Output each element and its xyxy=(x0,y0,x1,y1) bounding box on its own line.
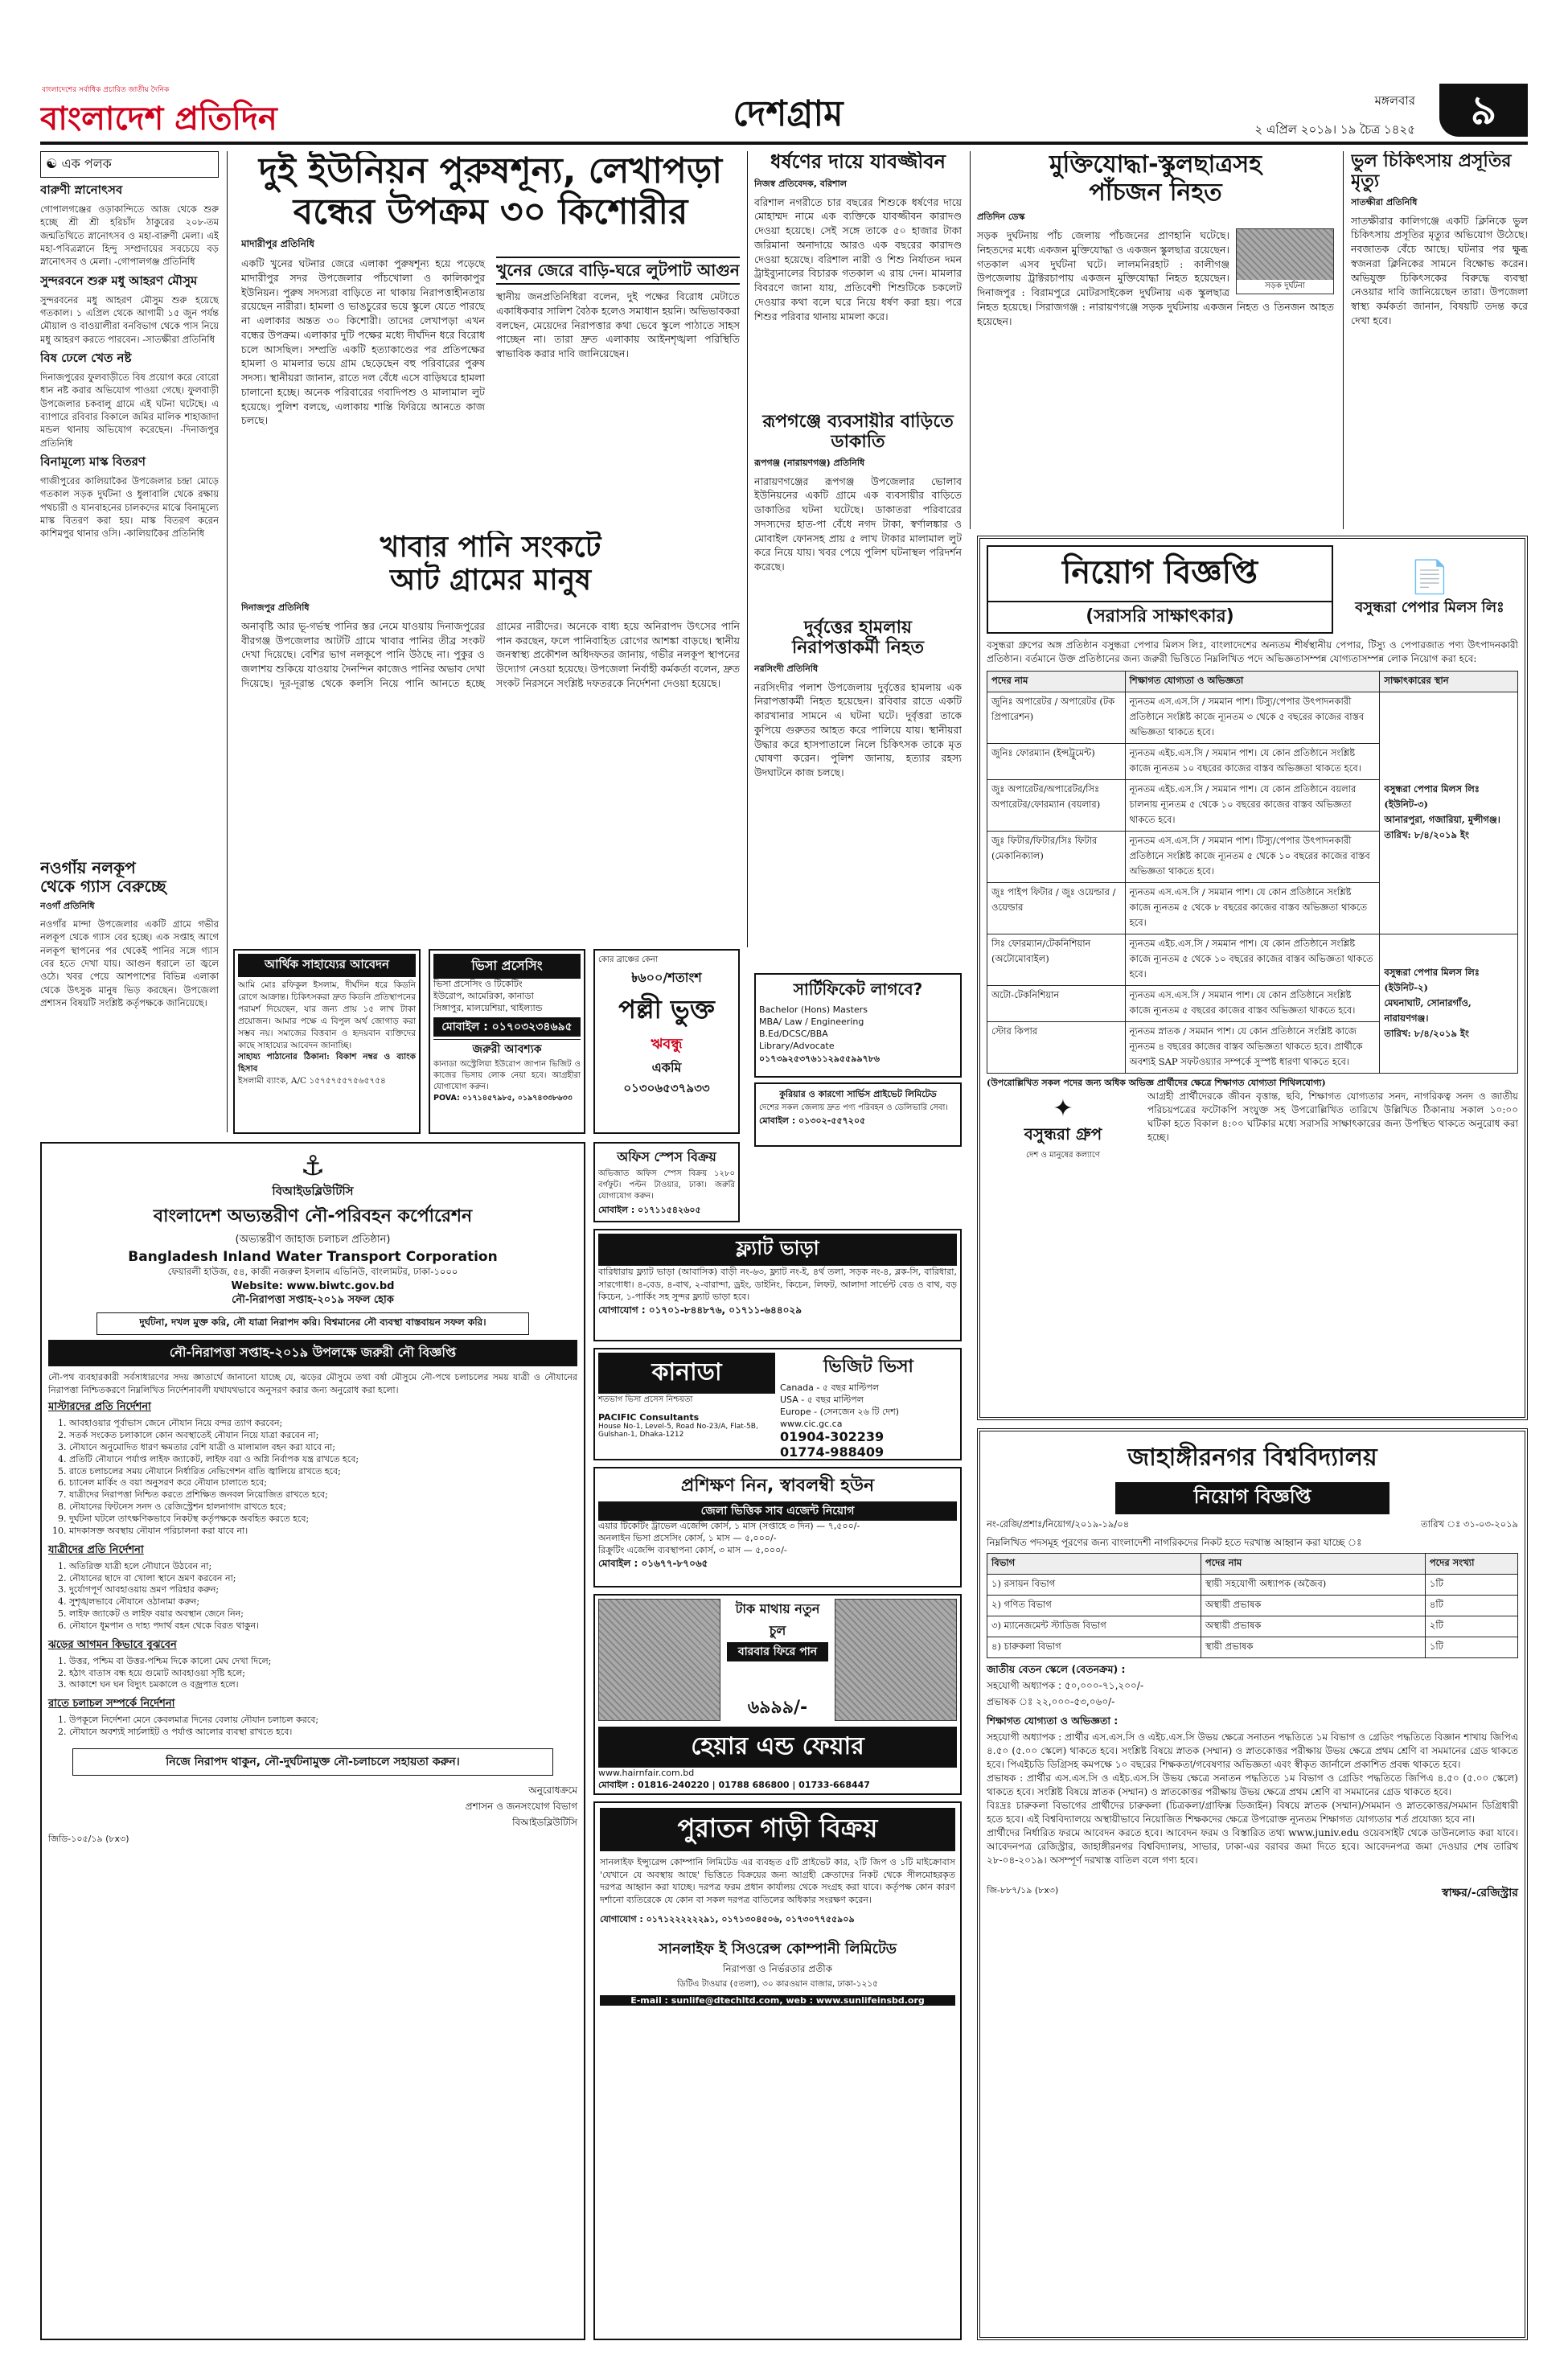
lead-body: একটি খুনের ঘটনার জেরে এলাকা পুরুষশূন্য হয়ে পড়েছে মাদারীপুর সদর উপজেলার পাঁচখোলা ও কালিকাপুর ইউনিয়ন। পুরুষ সদস্যরা বাড়িতে না থাকায় নিরাপত্তাহীনতায় রয়েছেন নারীরা। হামলা ও ভাঙচুরের ভয়ে স্কুলে যেতে পারছে না এলাকার অন্তত ৩০ কিশোরী। তাদের লেখাপড়া এখন বন্ধের উপক্রম। এলাকার দুটি পক্ষের মধ্যে দীর্ঘদিন ধরে বিরোধ চলে আসছিল। সম্প্রতি একটি হত্যাকাণ্ডের পর প্রতিপক্ষের হামলা ও মামলার ভয়ে গ্রাম ছেড়েছেন বহু পরিবারের পুরুষ সদস্য। স্থানীয়রা জানান, রাতে দল বেঁধে এসে বাড়িঘরে হামলা চালানো হচ্ছে। অনেক পরিবারের গবাদিপশু ও মালামাল লুট হয়েছে। পুলিশ বলছে, এলাকায় শান্তি ফিরিয়ে আনতে কাজ চলছে। xyxy=(241,257,485,427)
sidebar-label-text: এক পলক xyxy=(61,156,112,171)
visa-ad xyxy=(429,949,585,1134)
sidebar-item-body: গাজীপুরের কালিয়াকৈর উপজেলার চন্দ্রা মোড়ে গতকাল সড়ক দুর্ঘটনা ও ধুলাবালি থেকে রক্ষায় পথচারী ও যানবাহনের চালকদের মাঝে বিনামূল্যে মাস্ক বিতরণ করা হয়। মাস্ক বিতরণ করেন কাশিমপুর থানার ওসি। -কালিয়াকৈর প্রতিনিধি xyxy=(40,474,219,540)
page-number-badge xyxy=(1439,84,1528,137)
hair-ad xyxy=(593,1594,962,1795)
table-cell-venue: বসুন্ধরা পেপার মিলস লিঃ (ইউনিট-২) মেঘনাঘাট, সোনারগাঁও, নারায়ণগঞ্জ। তারিখ: ৮/৪/২০১৯ ইং xyxy=(1380,934,1518,1074)
masthead-logo: বাংলাদেশ প্রতিদিন xyxy=(40,101,277,135)
hair-phone: মোবাইল : 01816-240220 | 01788 686800 | 01733-668447 xyxy=(598,1780,870,1790)
table-cell-count: ১টি xyxy=(1425,1575,1517,1596)
ju-date: তারিখ ঃ ৩১-০৩-২০১৯ xyxy=(1421,1518,1518,1530)
hair-sub: বারবার ফিরে পান xyxy=(727,1642,828,1661)
table-row xyxy=(987,1637,1518,1658)
biwtc-signer-1: অনুরোধক্রমে xyxy=(528,1784,577,1796)
table-cell-post: স্থায়ী সহযোগী অধ্যাপক (অজৈব) xyxy=(1201,1575,1425,1596)
ju-scale-title: জাতীয় বেতন স্কেলে (বেতনক্রম) : xyxy=(987,1663,1126,1676)
service-phone: মোবাইল : ০১৩০২-৫৫৭২০৫ xyxy=(759,1115,866,1127)
gas-body: নওগাঁর মান্দা উপজেলার একটি গ্রামে গভীর নলকূপ থেকে গ্যাস বের হচ্ছে। এক সপ্তাহ আগে নলকূপ স্থাপনের পর থেকেই পানির সঙ্গে গ্যাস বের হতে দেখা যায়। আগুন ধরালে তা জ্বলে ওঠে। খবর পেয়ে আশপাশের বিভিন্ন এলাকা থেকে উৎসুক মানুষ ভিড় করছেন। উপজেলা প্রশাসন বিষয়টি সংশ্লিষ্ট কর্তৃপক্ষকে জানিয়েছে। xyxy=(40,918,219,1008)
bashundhara-table xyxy=(987,671,1518,1074)
table-header: পদের নাম xyxy=(1201,1554,1425,1575)
accident-story xyxy=(977,151,1334,529)
biwtc-section-storm: ঝড়ের আগমন কিভাবে বুঝবেন xyxy=(48,1638,177,1651)
table-cell-post: সিঃ ফোরম্যান/টেকনিশিয়ান (অটোমোবাইল) xyxy=(987,934,1126,986)
car-email: E-mail : sunlife@dtechltd.com, web : www.sunlifeinsbd.org xyxy=(600,1995,955,2006)
list-item: 1. আবহাওয়ার পূর্বাভাস জেনে নৌযান নিয়ে বন্দর ত্যাগ করবেন; xyxy=(69,1418,577,1430)
list-item: 4. প্রতিটি নৌযানে পর্যাপ্ত লাইফ জ্যাকেট, লাইফ বয়া ও অগ্নি নির্বাপক যন্ত্র রাখতে হবে; xyxy=(69,1454,577,1466)
ju-scale: প্রভাষক ঃ ২২,০০০-৫৩,০৬০/- xyxy=(987,1696,1115,1708)
biwtc-passenger-list xyxy=(48,1561,577,1633)
masthead-rule xyxy=(40,142,1528,145)
table-header-row xyxy=(987,672,1518,692)
bashundhara-note: (উপরোল্লিখিত সকল পদের জন্য অধিক অভিজ্ঞ প্রার্থীদের ক্ষেত্রে শিক্ষাগত যোগ্যতা শিথিলযোগ্য) xyxy=(987,1078,1326,1089)
malpractice-headline: ভুল চিকিৎসায় প্রসূতির মৃত্যু xyxy=(1351,151,1512,192)
ju-para: প্রভাষক : প্রার্থীর এস.এস.সি ও এইচ.এস.সি উভয় ক্ষেত্রে সনাতন পদ্ধতিতে ১ম বিভাগ ও গ্রেডিং পদ্ধতিতে জিপিএ ৪.৫০ (৫.০০ স্কেলে) থাকতে হবে। সংশ্লিষ্ট বিষয়ে স্নাতক (সম্মান) ও স্নাতকোত্তর পরীক্ষায় উভয় ক্ষেত্রে প্রথম শ্রেণি বা সমমানের গ্রেড থাকতে হবে। xyxy=(987,1772,1518,1798)
list-item: 7. যাত্রীদের নিরাপত্তা নিশ্চিত করতে প্রশিক্ষিত জনবল নিয়োজিত রাখতে হবে; xyxy=(69,1489,577,1501)
attack-headline-2: নিরাপত্তাকর্মী নিহত xyxy=(791,638,924,659)
malpractice-body: সাতক্ষীরার কালিগঞ্জে একটি ক্লিনিকে ভুল চিকিৎসায় প্রসূতির মৃত্যুর অভিযোগ উঠেছে। নবজাতক বেঁচে আছে। ঘটনার পর ক্ষুব্ধ স্বজনরা ক্লিনিকের সামনে বিক্ষোভ করেন। অভিযুক্ত চিকিৎসকের বিরুদ্ধে ব্যবস্থা নেওয়ার দাবি জানিয়েছেন তারা। উপজেলা স্বাস্থ্য কর্মকর্তা জানান, বিষয়টি তদন্ত করে দেখা হবে। xyxy=(1351,214,1528,327)
table-row xyxy=(987,1596,1518,1616)
biwtc-notice xyxy=(40,1142,585,2340)
canada-sub: শতভাগ ভিসা প্রসেস নিশ্চয়তা xyxy=(598,1395,693,1404)
lead-headline-1: দুই ইউনিয়ন পুরুষশূন্য, লেখাপড়া xyxy=(258,151,723,191)
biwtc-storm-list xyxy=(48,1656,577,1692)
ju-ad xyxy=(977,1428,1528,2340)
bashundhara-ad xyxy=(977,536,1528,1420)
aid-notice xyxy=(233,949,421,1134)
malpractice-byline: সাতক্ষীরা প্রতিনিধি xyxy=(1351,196,1418,207)
biwtc-signer-2: প্রশাসন ও জনসংযোগ বিভাগ xyxy=(465,1800,577,1812)
biwtc-sub: (অভ্যন্তরীণ জাহাজ চলাচল প্রতিষ্ঠান) xyxy=(235,1234,391,1246)
car-title: পুরাতন গাড়ী বিক্রয় xyxy=(600,1808,955,1851)
visa-ad-line: সিঙ্গাপুর, মালয়েশিয়া, থাইল্যান্ড xyxy=(433,1002,543,1013)
table-header: পদের সংখ্যা xyxy=(1425,1554,1517,1575)
page-section-title: দেশগ্রাম xyxy=(733,93,844,134)
car-motto: নিরাপত্তা ও নির্ভরতার প্রতীক xyxy=(722,1963,833,1975)
robbery-headline: রূপগঞ্জে ব্যবসায়ীর বাড়িতে ডাকাতি xyxy=(762,412,954,453)
urgent-body: কানাডা অস্ট্রেলিয়া ইউরোপ জাপান ভিজিট ও কাজের ভিসায় লোক নেয়া হবে। আগ্রহীরা যোগাযোগ করুন। xyxy=(433,1059,581,1091)
list-item: 1. উত্তর, পশ্চিম বা উত্তর-পশ্চিম দিকে কালো মেঘ দেখা দিলে; xyxy=(69,1656,577,1668)
office-title: অফিস স্পেস বিক্রয় xyxy=(617,1149,716,1164)
training-title: প্রশিক্ষণ নিন, স্বাবলম্বী হউন xyxy=(680,1476,875,1496)
biwtc-name-en: Bangladesh Inland Water Transport Corporation xyxy=(128,1249,498,1265)
office-ad xyxy=(593,1142,740,1222)
hair-before-photo xyxy=(598,1599,720,1721)
table-cell-post: অস্থায়ী প্রভাষক xyxy=(1201,1596,1425,1616)
palli-top: কোর ব্রাঞ্চের কেনা xyxy=(598,955,659,964)
hair-brand: হেয়ার এন্ড ফেয়ার xyxy=(598,1727,957,1768)
robbery-story xyxy=(754,412,962,613)
gas-headline-2: থেকে গ্যাস বেরুচ্ছে xyxy=(40,877,166,896)
list-item: 5. লাইফ জ্যাকেট ও লাইফ বয়ার অবস্থান জেনে নিন; xyxy=(69,1608,577,1620)
ju-ref: নং-রেজি/প্রশাঃ/নিয়োগ/২০১৯-১৯/০৪ xyxy=(987,1518,1130,1530)
urgent-title: জরুরী আবশ্যক xyxy=(433,1039,581,1059)
canada-website[interactable]: www.cic.gc.ca xyxy=(780,1418,843,1429)
table-cell-post: জুঃ পাইপ ফিটার / জুঃ ওয়েল্ডার / ওয়েল্ডার xyxy=(987,883,1126,934)
bashundhara-paper-icon: 📄 xyxy=(1410,559,1450,596)
car-contact: যোগাযোগ : ০১৭১২২২২২২৯১, ০১৭১৩০৪৫০৬, ০১৭৩০৭৭৫৫৯০৯ xyxy=(600,1914,855,1925)
attack-headline-1: দুর্বৃত্তের হামলায় xyxy=(803,618,913,638)
table-cell-post: স্থায়ী প্রভাষক xyxy=(1201,1637,1425,1658)
canada-phone: 01904-302239 xyxy=(780,1428,885,1444)
visa-ad-line: ভিসা প্রসেসিং ও টিকেটিং xyxy=(433,979,523,989)
table-cell-post: জুঃ অপারেটর/অপারেটর/সিঃ অপারেটর/ফোরম্যান (বয়লার) xyxy=(987,780,1126,832)
bashundhara-group-tag: দেশ ও মানুষের কল্যাণে xyxy=(1026,1150,1100,1160)
palli-phone: ০১৩০৬৫৩৭৯৩৩ xyxy=(623,1081,710,1095)
table-cell-post: স্টোর কিপার xyxy=(987,1022,1126,1074)
accident-headline-1: মুক্তিযোদ্ধা-স্কুলছাত্রসহ xyxy=(1049,151,1262,179)
ju-title: নিয়োগ বিজ্ঞপ্তি xyxy=(1115,1482,1389,1514)
column-divider xyxy=(970,151,971,529)
water-body: অনাবৃষ্টি আর ভূ-গর্ভস্থ পানির স্তর নেমে যাওয়ায় দিনাজপুরের বীরগঞ্জ উপজেলার আটটি গ্রামে খাবার পানির তীব্র সংকট দেখা দিয়েছে। বেশির ভাগ নলকূপে পানি উঠছে না। পুকুর ও জলাশয় শুকিয়ে যাওয়ায় দৈনন্দিন কাজেও পানির অভাব দেখা দিয়েছে। দূর-দূরান্ত থেকে কলসি নিয়ে পানি আনতে হচ্ছে গ্রামের নারীদের। অনেকে বাধ্য হয়ে অনিরাপদ উৎসের পানি পান করছেন, ফলে পানিবাহিত রোগের আশঙ্কা বাড়ছে। স্থানীয় জনস্বাস্থ্য প্রকৌশল অধিদফতর জানায়, গভীর নলকূপ স্থাপনের উদ্যোগ নেওয়া হয়েছে। উপজেলা নির্বাহী কর্মকর্তা বলেন, দ্রুত সংকট নিরসনে সংশ্লিষ্ট দফতরকে নির্দেশনা দেওয়া হয়েছে। xyxy=(241,619,740,689)
biwtc-ref: জিডি-১০৫/১৯ (৮x৩) xyxy=(48,1833,129,1844)
visa-ad-line: ইউরোপ, আমেরিকা, কানাডা xyxy=(433,990,534,1001)
certificate-line: Library/Advocate xyxy=(759,1040,835,1051)
table-cell-req: ন্যূনতম এইচ.এস.সি / সমমান পাশ। যে কোন প্রতিষ্ঠানে সংশ্লিষ্ট কাজে ন্যূনতম ৫ থেকে ১০ বছরের কাজের বাস্তব অভিজ্ঞতা থাকতে হবে। xyxy=(1125,934,1380,986)
biwtc-address: ফেয়ারলী হাউজ, ৫৪, কাজী নজরুল ইসলাম এভিনিউ, বাংলামটর, ঢাকা-১০০০ xyxy=(167,1266,458,1277)
list-item: 3. আকাশে ঘন ঘন বিদ্যুৎ চমকালে ও বজ্রপাত হলে। xyxy=(69,1679,577,1691)
palli-logo: ঋবন্ধু xyxy=(651,1036,683,1053)
training-phone: মোবাইল : ০১৬৭৭-৮৭০৬৫ xyxy=(598,1557,708,1569)
accident-byline: প্রতিদিন ডেস্ক xyxy=(977,212,1025,222)
table-cell-post: জুঃ ফিটার/ফিটার/সিঃ ফিটার (মেকানিক্যাল) xyxy=(987,832,1126,883)
eye-icon: ☯ xyxy=(46,156,58,171)
flat-title: ফ্ল্যাট ভাড়া xyxy=(598,1234,957,1266)
lead-pull-quote: খুনের জেরে বাড়ি-ঘরে লুটপাট আগুন xyxy=(496,257,740,285)
table-row xyxy=(987,692,1518,744)
ju-table xyxy=(987,1553,1518,1658)
table-cell-req: ন্যূনতম এস.এস.সি / সমমান পাশ। টিস্যু/পেপার উৎপাদনকারী প্রতিষ্ঠানে সংশ্লিষ্ট কাজে ন্যূনতম ৫ থেকে ১০ বছরের কাজের বাস্তব অভিজ্ঞতা থাকতে হবে। xyxy=(1125,832,1380,883)
bashundhara-company: বসুন্ধরা পেপার মিলস লিঃ xyxy=(1355,599,1504,616)
certificate-line: Bachelor (Hons) Masters xyxy=(759,1004,868,1015)
palli-name: পল্লী ভুক্ত xyxy=(618,994,715,1025)
table-header: পদের নাম xyxy=(987,672,1126,692)
training-line: রিক্রুটিং এজেন্সি ব্যবস্থাপনা কোর্স, ৩ মাস — ৫,০০০/- xyxy=(598,1544,787,1555)
attack-body: নরসিংদীর পলাশ উপজেলায় দুর্বৃত্তের হামলায় এক নিরাপত্তাকর্মী নিহত হয়েছেন। রবিবার রাতে একটি কারখানার সামনে এ ঘটনা ঘটে। দুর্বৃত্তরা তাকে কুপিয়ে গুরুতর আহত করে পালিয়ে যায়। স্থানীয়রা উদ্ধার করে হাসপাতালে নিলে চিকিৎসক তাকে মৃত ঘোষণা করেন। পুলিশ জানায়, হত্যার রহস্য উদঘাটনে কাজ চলছে। xyxy=(754,680,962,779)
list-item: 6. নৌযানে ধূমপান ও দাহ্য পদার্থ বহন থেকে বিরত থাকুন। xyxy=(69,1620,577,1633)
list-item: 6. চ্যানেল মার্কিং ও বয়া অনুসরণ করে নৌযান চালাতে হবে; xyxy=(69,1477,577,1489)
masthead xyxy=(0,0,1568,145)
canada-phone: 01774-988409 xyxy=(780,1444,885,1460)
sidebar-item xyxy=(40,181,219,269)
canada-row: Canada - ৫ বছর মাল্টিপল xyxy=(780,1382,880,1393)
biwtc-slogan-1: নৌ-নিরাপত্তা সপ্তাহ-২০১৯ সফল হোক xyxy=(232,1294,394,1306)
palli-ad xyxy=(593,949,740,1134)
canada-address: House No-1, Level-5, Road No-23/A, Flat-5B, Gulshan-1, Dhaka-1212 xyxy=(598,1423,758,1439)
ju-qual-title: শিক্ষাগত যোগ্যতা ও অভিজ্ঞতা : xyxy=(987,1715,1119,1727)
table-cell-post: অস্থায়ী প্রভাষক xyxy=(1201,1616,1425,1637)
car-address: ডিটিএ টাওয়ার (৫তলা), ৩০ কারওয়ান বাজার, ঢাকা-১২১৫ xyxy=(677,1979,878,1990)
table-header: বিভাগ xyxy=(987,1554,1201,1575)
table-cell-count: ২টি xyxy=(1425,1616,1517,1637)
robbery-body: নারায়ণগঞ্জের রূপগঞ্জ উপজেলার ভোলাব ইউনিয়নের একটি গ্রামে এক ব্যবসায়ীর বাড়িতে ডাকাতির ঘটনা ঘটেছে। ডাকাতরা পরিবারের সদস্যদের হাত-পা বেঁধে নগদ টাকা, স্বর্ণালঙ্কার ও মোবাইল ফোনসহ প্রায় ৫ লাখ টাকার মালামাল লুট করে নিয়ে যায়। খবর পেয়ে পুলিশ ঘটনাস্থল পরিদর্শন করেছে। xyxy=(754,474,962,573)
list-item: 3. দুর্যোগপূর্ণ আবহাওয়ায় ভ্রমণ পরিহার করুন; xyxy=(69,1584,577,1596)
biwtc-intro: নৌ-পথ ব্যবহারকারী সর্বসাধারণের সদয় জ্ঞাতার্থে জানানো যাচ্ছে যে, ঝড়ের মৌসুমে তথা বর্ষা মৌসুমে নৌ-পথে চলাচলের সময় যাত্রী ও নৌযানের নিরাপত্তা নিশ্চিতকরণে নিম্নলিখিত নির্দেশনাবলী যথাযথভাবে অনুসরণ করার জন্য অনুরোধ করা হলো। xyxy=(48,1372,577,1395)
table-header: শিক্ষাগত যোগ্যতা ও অভিজ্ঞতা xyxy=(1125,672,1380,692)
biwtc-signer-3: বিআইডব্লিউটিসি xyxy=(512,1816,577,1828)
masthead-weekday: মঙ্গলবার xyxy=(1374,93,1415,108)
table-row xyxy=(987,1616,1518,1637)
table-cell-post: জুনিঃ অপারেটর / অপারেটর (টক প্রিপারেশন) xyxy=(987,692,1126,744)
biwtc-section-passengers: যাত্রীদের প্রতি নির্দেশনা xyxy=(48,1543,144,1556)
rape-body: বরিশাল নগরীতে চার বছরের শিশুকে ধর্ষণের দায়ে মোহাম্মদ নামে এক ব্যক্তিকে যাবজ্জীবন কারাদণ্ড দেওয়া হয়েছে। সেই সঙ্গে তাকে ৫০ হাজার টাকা জরিমানা অনাদায়ে আরও এক বছরের কারাদণ্ড দেওয়া হয়েছে। বরিশাল নারী ও শিশু নির্যাতন দমন ট্রাইব্যুনালের বিচারক গতকাল এ রায় দেন। মামলার বিবরণে জানা যায়, প্রতিবেশী শিশুটিকে চকলেট দেওয়ার কথা বলে ঘরে নিয়ে ধর্ষণ করা হয়। পরে শিশুর পরিবার থানায় মামলা করে। xyxy=(754,195,962,322)
ju-university: জাহাঙ্গীরনগর বিশ্ববিদ্যালয় xyxy=(1127,1444,1377,1472)
sidebar-item-title: সুন্দরবনে শুরু মধু আহরণ মৌসুম xyxy=(40,273,198,288)
gas-story xyxy=(40,859,219,1036)
bashundhara-intro: বসুন্ধরা গ্রুপের অঙ্গ প্রতিষ্ঠান বসুন্ধরা পেপার মিলস লিঃ, বাংলাদেশের অন্যতম শীর্ষস্থানীয় পেপার, টিস্যু ও পেপারজাত পণ্য উৎপাদনকারী প্রতিষ্ঠান। বর্তমানে উক্ত প্রতিষ্ঠানের জন্য জরুরী ভিত্তিতে নিম্নলিখিত পদে অভিজ্ঞতাসম্পন্ন যোগ্যতাসম্পন্ন লোক নিয়োগ করা হবে: xyxy=(987,639,1518,665)
table-cell-post: জুনিঃ ফোরম্যান (ইন্সট্রুমেন্ট) xyxy=(987,744,1126,780)
water-headline-2: আট গ্রামের মানুষ xyxy=(389,564,592,598)
training-sub: জেলা ভিত্তিক সাব এজেন্ট নিয়োগ xyxy=(598,1501,957,1521)
visa-ad-title: ভিসা প্রসেসিং xyxy=(433,954,581,979)
table-cell-count: ১টি xyxy=(1425,1637,1517,1658)
aid-bank: ইসলামী ব্যাংক, A/C ১৫৭৫৭৫৫৭৫৬৫৭৫৪ xyxy=(238,1076,386,1086)
table-header: সাক্ষাৎকারের স্থান xyxy=(1380,672,1518,692)
sidebar-item xyxy=(40,349,219,450)
certificate-line: B.Ed/DCSC/BBA xyxy=(759,1028,828,1039)
table-cell-dept: ৪) চারুকলা বিভাগ xyxy=(987,1637,1201,1658)
attack-story xyxy=(754,618,962,971)
water-headline-1: খাবার পানি সংকটে xyxy=(380,531,601,564)
bashundhara-title: নিয়োগ বিজ্ঞপ্তি xyxy=(987,545,1333,602)
aid-body: আমি মোঃ রফিকুল ইসলাম, দীর্ঘদিন ধরে কিডনি রোগে আক্রান্ত। চিকিৎসকরা দ্রুত কিডনি প্রতিস্থাপনের পরামর্শ দিয়েছেন, যার জন্য প্রায় ১৫ লাখ টাকা প্রয়োজন। আমার পক্ষে এ বিপুল অর্থ জোগাড় করা সম্ভব নয়। সমাজের বিত্তবান ও হৃদয়বান ব্যক্তিদের কাছে সাহায্যের আবেদন জানাচ্ছি। xyxy=(238,980,416,1050)
list-item: 3. নৌযানে অনুমোদিত ধারণ ক্ষমতার বেশি যাত্রী ও মালামাল বহন করা যাবে না; xyxy=(69,1442,577,1454)
table-cell-dept: ১) রসায়ন বিভাগ xyxy=(987,1575,1201,1596)
accident-body: সড়ক দুর্ঘটনায় পাঁচ জেলায় পাঁচজনের প্রাণহানি ঘটেছে। নিহতদের মধ্যে একজন মুক্তিযোদ্ধা ও একজন স্কুলছাত্র রয়েছেন। গতকাল এসব দুর্ঘটনা ঘটে। লালমনিরহাট : কালীগঞ্জ উপজেলায় ট্রাক্টরচাপায় একজন মুক্তিযোদ্ধা নিহত হয়েছেন। দিনাজপুর : বিরামপুরে মোটরসাইকেল দুর্ঘটনায় এক স্কুলছাত্র নিহত হয়েছে। সিরাজগঞ্জ : নারায়ণগঞ্জে সড়ক দুর্ঘটনায় একজন নিহত ও তিনজন আহত হয়েছেন। xyxy=(977,229,1334,327)
table-cell-dept: ২) গণিত বিভাগ xyxy=(987,1596,1201,1616)
accident-photo xyxy=(1236,228,1334,294)
service-ad xyxy=(754,1082,962,1147)
biwtc-master-list xyxy=(48,1418,577,1537)
canada-row: USA - ৫ বছর মাল্টিপল xyxy=(780,1394,864,1405)
lead-body-2: স্থানীয় জনপ্রতিনিধিরা বলেন, দুই পক্ষের বিরোধ মেটাতে একাধিকবার সালিশ বৈঠক হলেও সমাধান হয়নি। অভিভাবকরা বলছেন, মেয়েদের নিরাপত্তার কথা ভেবে স্কুলে পাঠাতে সাহস পাচ্ছেন না। তারা দ্রুত এলাকায় আইনশৃঙ্খলা পরিস্থিতি স্বাভাবিক করার দাবি জানিয়েছেন। xyxy=(496,290,740,360)
biwtc-name-bn: বাংলাদেশ অভ্যন্তরীণ নৌ-পরিবহন কর্পোরেশন xyxy=(153,1206,473,1226)
sidebar-item xyxy=(40,453,219,540)
list-item: 4. সুশৃঙ্খলভাবে নৌযানে ওঠানামা করুন; xyxy=(69,1596,577,1608)
canada-logo: কানাডা xyxy=(598,1353,775,1394)
sidebar-item-body: সুন্দরবনের মধু আহরণ মৌসুম শুরু হয়েছে গতকাল। ১ এপ্রিল থেকে আগামী ১৫ জুন পর্যন্ত মৌয়াল ও বাওয়ালীরা বনবিভাগ থেকে পাস নিয়ে মধু আহরণ করতে পারবেন। -সাতক্ষীরা প্রতিনিধি xyxy=(40,294,219,345)
ju-para: বিঃদ্রঃ চারুকলা বিভাগের প্রার্থীদের চারুকলা (চিত্রকলা/গ্রাফিক্স ডিজাইন) বিষয়ে স্নাতক (সম্মান)/সমমান ও স্নাতকোত্তর/সমমান ডিগ্রিধারী হতে হবে। এই বিশ্ববিদ্যালয়ে অস্থায়ীভাবে নিয়োজিত শিক্ষকদের ক্ষেত্রে উপরোক্ত ন্যূনতম শিক্ষাগত যোগ্যতার শর্ত প্রযোজ্য হবে না। xyxy=(987,1800,1518,1826)
list-item: 2. হঠাৎ বাতাস বন্ধ হয়ে গুমোট আবহাওয়া সৃষ্টি হলে; xyxy=(69,1668,577,1680)
biwtc-section-masters: মাস্টারদের প্রতি নির্দেশনা xyxy=(48,1401,151,1414)
lead-byline: মাদারীপুর প্রতিনিধি xyxy=(241,238,315,250)
table-row xyxy=(987,1575,1518,1596)
sidebar-item-title: বিনামূল্যে মাস্ক বিতরণ xyxy=(40,454,146,469)
certificate-ad xyxy=(754,973,962,1078)
urgent-phone: POVA: ০১৭১৪৫৭৯৮৫, ০১৯৭৪৩৩৮৬৩৩ xyxy=(433,1094,573,1103)
column-divider xyxy=(1343,151,1344,529)
column-divider xyxy=(227,151,228,1132)
biwtc-notice-title: নৌ-নিরাপত্তা সপ্তাহ-২০১৯ উপলক্ষে জরুরী নৌ বিজ্ঞপ্তি xyxy=(48,1340,577,1366)
accident-headline-2: পাঁচজন নিহত xyxy=(1089,178,1222,207)
service-title: কুরিয়ার ও কারগো সার্ভিস প্রাইভেট লিমিটেড xyxy=(779,1089,937,1099)
ju-ref-code: জি-৮৮৭/১৯ (৮x৩) xyxy=(987,1885,1059,1896)
table-cell-req: ন্যূনতম স্নাতক / সমমান পাশ। যে কোন প্রতিষ্ঠানে সংশ্লিষ্ট কাজে ন্যূনতম ৪ বছরের কাজের বাস্তব অভিজ্ঞতা থাকতে হবে। প্রার্থীকে অবশ্যই SAP সফটওয়্যার সম্পর্কে সুস্পষ্ট ধারণা থাকতে হবে। xyxy=(1125,1022,1380,1074)
aid-account: সাহায্য পাঠানোর ঠিকানা: বিকাশ নম্বর ও ব্যাংক হিসাব xyxy=(238,1052,416,1074)
list-item: 2. নৌযানে অবশ্যই সার্চলাইট ও পর্যাপ্ত আলোর ব্যবস্থা রাখতে হবে। xyxy=(69,1727,577,1739)
table-cell-dept: ৩) ম্যানেজমেন্ট স্টাডিজ বিভাগ xyxy=(987,1616,1201,1637)
list-item: 8. নৌযানের ফিটনেস সনদ ও রেজিস্ট্রেশন হালনাগাদ রাখতে হবে; xyxy=(69,1501,577,1514)
biwtc-closing: নিজে নিরাপদ থাকুন, নৌ-দুর্ঘটনামুক্ত নৌ-চলাচলে সহায়তা করুন। xyxy=(72,1748,553,1776)
robbery-byline: রূপগঞ্জ (নারায়ণগঞ্জ) প্রতিনিধি xyxy=(754,457,865,468)
table-cell-req: ন্যূনতম এস.এস.সি / সমমান পাশ। যে কোন প্রতিষ্ঠানে সংশ্লিষ্ট কাজে ন্যূনতম ৫ বছরের কাজের বাস্তব অভিজ্ঞতা থাকতে হবে। xyxy=(1125,986,1380,1022)
ju-para: সহযোগী অধ্যাপক : প্রার্থীর এস.এস.সি ও এইচ.এস.সি উভয় ক্ষেত্রে সনাতন পদ্ধতিতে ১ম বিভাগ ও গ্রেডিং পদ্ধতিতে বিজ্ঞান শাখায় জিপিএ ৪.৫০ (৫.০০ স্কেলে) থাকতে হবে। সংশ্লিষ্ট বিষয়ে স্নাতক (সম্মান) ও স্নাতকোত্তর পরীক্ষায় উভয় ক্ষেত্রে প্রথম শ্রেণি বা সমমানের গ্রেড থাকতে হবে। পিএইচডি ডিগ্রিসহ কমপক্ষে ১০ বছরের শিক্ষকতা/গবেষণার অভিজ্ঞতা এবং স্বীকৃত জার্নালে প্রকাশিত প্রবন্ধ থাকতে হবে। xyxy=(987,1731,1518,1771)
table-cell-req: ন্যূনতম এইচ.এস.সি / সমমান পাশ। যে কোন প্রতিষ্ঠানে বয়লার চালনায় ন্যূনতম ৫ থেকে ১০ বছরের কাজের বাস্তব অভিজ্ঞতা থাকতে হবে। xyxy=(1125,780,1380,832)
car-body: সানলাইফ ইন্স্যুরেন্স কোম্পানি লিমিটেড এর ব্যবহৃত ৫টি প্রাইভেট কার, ২টি জিপ ও ১টি মাইক্রোবাস 'যেখানে যে অবস্থায় আছে' ভিত্তিতে বিক্রয়ের জন্য আগ্রহী ক্রেতাদের নিকট থেকে সীলমোহরকৃত দরপত্র আহ্বান করা যাচ্ছে। দরপত্র ফরম প্রধান কার্যালয় থেকে সংগ্রহ করা যাবে। কর্তৃপক্ষ কোন কারণ দর্শানো ব্যতিরেকে যে কোন বা সকল দরপত্র বাতিলের অধিকার সংরক্ষণ করেন। xyxy=(600,1857,955,1905)
ju-para: প্রার্থীদের নির্ধারিত ফরমে আবেদন করতে হবে। আবেদন ফরম ও বিস্তারিত তথ্য www.juniv.edu ওয়েবসাইট থেকে ডাউনলোড করা যাবে। আবেদনপত্র রেজিস্ট্রার, জাহাঙ্গীরনগর বিশ্ববিদ্যালয়, সাভার, ঢাকা-এর বরাবর জমা দিতে হবে। আবেদনপত্র জমা দেওয়ার শেষ তারিখ ২৮-০৪-২০১৯। অসম্পূর্ণ দরখাস্ত বাতিল বলে গণ্য হবে। xyxy=(987,1827,1518,1867)
ju-signature: স্বাক্ষর/-রেজিস্ট্রার xyxy=(1442,1887,1518,1900)
ju-intro: নিম্নলিখিত পদসমূহ পূরণের জন্য বাংলাদেশী নাগরিকদের নিকট হতে দরখাস্ত আহ্বান করা যাচ্ছে ঃ xyxy=(987,1537,1362,1548)
office-body: অভিজাত অফিস স্পেস বিক্রয় ১২৮০ বর্গফুট। পল্টন টাওয়ার, ঢাকা। জরুরি যোগাযোগ করুন। xyxy=(598,1169,735,1201)
table-cell-req: ন্যূনতম এইচ.এস.সি / সমমান পাশ। যে কোন প্রতিষ্ঠানে সংশ্লিষ্ট কাজে ন্যূনতম ১০ বছরের কাজের বাস্তব অভিজ্ঞতা থাকতে হবে। xyxy=(1125,744,1380,780)
malpractice-story xyxy=(1351,151,1528,529)
lead-headline-2: বন্ধের উপক্রম ৩০ কিশোরীর xyxy=(293,191,688,232)
rape-byline: নিজস্ব প্রতিবেদক, বরিশাল xyxy=(754,178,847,189)
accident-photo-caption: সড়ক দুর্ঘটনা xyxy=(1237,280,1333,294)
water-story xyxy=(241,531,740,937)
list-item: 2. নৌযানের ছাদে বা খোলা স্থানে ভ্রমণ করবেন না; xyxy=(69,1573,577,1585)
ju-scale: সহযোগী অধ্যাপক : ৫০,০০০-৭১,২০০/- xyxy=(987,1680,1144,1692)
palli-price: ৳৬০০/শতাংশ xyxy=(631,970,702,985)
list-item: 2. সতর্ক সংকেত চলাকালে কোন অবস্থাতেই নৌযান নিয়ে যাত্রা করবেন না; xyxy=(69,1430,577,1442)
list-item: 9. দুর্ঘটনা ঘটলে তাৎক্ষণিকভাবে নিকটস্থ কর্তৃপক্ষকে অবহিত করতে হবে; xyxy=(69,1514,577,1526)
certificate-line: MBA/ Law / Engineering xyxy=(759,1016,864,1027)
list-item: 1. উপকূলে নির্দেশনা মেনে কেবলমাত্র দিনের বেলায় নৌযান চলাচল করবে; xyxy=(69,1715,577,1727)
table-cell-venue: বসুন্ধরা পেপার মিলস লিঃ (ইউনিট-৩) আনারপুরা, গজারিয়া, মুন্সীগঞ্জ। তারিখ: ৮/৪/২০১৯ ইং xyxy=(1380,692,1518,934)
canada-row: Europe - (সেনজেন ২৬ টি দেশ) xyxy=(780,1406,900,1417)
sidebar-label xyxy=(40,151,219,178)
certificate-title: সার্টিফিকেট লাগবে? xyxy=(793,980,923,999)
water-byline: দিনাজপুর প্রতিনিধি xyxy=(241,602,310,613)
office-phone: মোবাইল : ০১৭১১৫৪২৬০৫ xyxy=(598,1204,701,1215)
masthead-date: ২ এপ্রিল ২০১৯। ১৯ চৈত্র ১৪২৫ xyxy=(1254,122,1415,137)
hair-price: ৬৯৯৯/- xyxy=(747,1698,808,1718)
bashundhara-footer: আগ্রহী প্রার্থীদেরকে জীবন বৃত্তান্ত, ছবি, শিক্ষাগত যোগ্যতার সনদ, নাগরিকত্ব সনদ ও জাতীয় পরিচয়পত্রের ফটোকপি সংযুক্ত সহ উপরোল্লিখিত তারিখে উল্লিখিত ঠিকানায় সকাল ১০:০০ ঘটিকা হতে বিকাল ৪:০০ ঘটিকার মধ্যে সরাসরি সাক্ষাৎকারের জন্য উপস্থিত থাকতে অনুরোধ করা হচ্ছে। xyxy=(1147,1090,1518,1143)
page-number: ৯ xyxy=(1470,87,1497,133)
flat-phone: যোগাযোগ : ০১৭০১-৮৪৪৮৭৬, ০১৭১১-৬৪৪০২৯ xyxy=(598,1304,802,1316)
training-ad xyxy=(593,1467,962,1587)
biwtc-short: বিআইডব্লিউটিসি xyxy=(272,1184,354,1198)
rape-story xyxy=(754,151,962,409)
sidebar xyxy=(40,151,219,851)
certificate-phone: ০১৭৩৯২৫৩৭৬১১২৯৫৫৯৯৭৮৬ xyxy=(759,1054,880,1065)
biwtc-slogan-2: দুর্ঘটনা, দখল মুক্ত করি, নৌ যাত্রা নিরাপদ করি। বিশ্বমানের নৌ ব্যবস্থা বাস্তবায়ন সফল করি। xyxy=(96,1312,529,1335)
palli-sub: একমি xyxy=(651,1060,682,1075)
visa-ad-mobile: মোবাইল : ০১৭০৩২৩৪৬৯৫ xyxy=(433,1017,581,1037)
sidebar-item-title: বারুণী স্নানোৎসব xyxy=(40,183,123,197)
gas-byline: নওগাঁ প্রতিনিধি xyxy=(40,901,95,911)
table-header-row xyxy=(987,1554,1518,1575)
aid-title: আর্থিক সাহায্যের আবেদন xyxy=(238,954,416,977)
training-line: এয়ার টিকেটিং ট্রাভেল এজেন্সি কোর্স, ১ মাস (সপ্তাহে ৩ দিন) — ৭,৫০০/- xyxy=(598,1521,860,1531)
service-body: দেশের সকল জেলায় দ্রুত পণ্য পরিবহন ও ডেলিভারি সেবা। xyxy=(759,1103,948,1112)
car-company: সানলাইফ ই সিওরেন্স কোম্পানী লিমিটেড xyxy=(658,1941,897,1958)
rape-headline: ধর্ষণের দায়ে যাবজ্জীবন xyxy=(770,151,946,173)
sidebar-item xyxy=(40,272,219,346)
gas-headline-1: নওগাঁয় নলকূপ xyxy=(40,859,136,877)
table-cell-post: অটো-টেকনিশিয়ান xyxy=(987,986,1126,1022)
biwtc-website[interactable]: Website: www.biwtc.gov.bd xyxy=(231,1280,395,1292)
table-cell-req: ন্যূনতম এস.এস.সি / সমমান পাশ। যে কোন প্রতিষ্ঠানে সংশ্লিষ্ট কাজে ন্যূনতম ৫ থেকে ৮ বছরের কাজের বাস্তব অভিজ্ঞতা থাকতে হবে। xyxy=(1125,883,1380,934)
canada-company: PACIFIC Consultants xyxy=(598,1412,700,1423)
canada-headline: ভিজিট ভিসা xyxy=(823,1357,913,1377)
hair-after-photo xyxy=(835,1599,957,1721)
hair-website[interactable]: www.hairnfair.com.bd xyxy=(598,1768,695,1778)
bashundhara-group: বসুন্ধরা গ্রুপ xyxy=(1024,1123,1102,1144)
column-divider xyxy=(747,151,748,947)
training-line: অনলাইন ভিসা প্রসেসিং কোর্স, ১ মাস — ৫,০০০/- xyxy=(598,1532,777,1543)
biwtc-night-list xyxy=(48,1715,577,1739)
sidebar-item-body: দিনাজপুরের ফুলবাড়ীতে বিষ প্রয়োগ করে বোরো ধান নষ্ট করার অভিযোগ পাওয়া গেছে। ফুলবাড়ী উপজেলার চকবালু গ্রামে এই ঘটনা ঘটেছে। এ ব্যাপারে রবিবার বিকালে জমির মালিক শাহাজাদা মন্ডল থানায় অভিযোগ করেছেন। -দিনাজপুর প্রতিনিধি xyxy=(40,371,219,449)
masthead-tagline: বাংলাদেশের সর্বাধিক প্রচারিত জাতীয় দৈনিক xyxy=(42,86,170,94)
car-ad xyxy=(593,1801,962,2340)
list-item: 5. রাতে চলাচলের সময় নৌযানে নির্ধারিত নেভিগেশন বাতি জ্বালিয়ে রাখতে হবে; xyxy=(69,1466,577,1478)
biwtc-section-night: রাতে চলাচল সম্পর্কে নির্দেশনা xyxy=(48,1698,175,1711)
sidebar-item-body: গোপালগঞ্জের ওড়াকান্দিতে আজ থেকে শুরু হচ্ছে শ্রী শ্রী হরিচাঁদ ঠাকুরের ২০৮-তম জন্মতিথিতে স্নানোৎসব ও মহা-বারুণী মেলা। এই মহা-পবিত্রস্নানে হিন্দু সম্প্রদায়ের সবচেয়ে বড় স্নানোৎসব ও মেলা। -গোপালগঞ্জ প্রতিনিধি xyxy=(40,203,219,268)
attack-byline: নরসিংদী প্রতিনিধি xyxy=(754,663,819,674)
hair-tag: টাক মাথায় নতুন চুল xyxy=(735,1601,820,1638)
table-cell-count: ৪টি xyxy=(1425,1596,1517,1616)
list-item: 10. মাদকাসক্ত অবস্থায় নৌযান পরিচালনা করা যাবে না। xyxy=(69,1526,577,1538)
canada-ad xyxy=(593,1348,962,1460)
anchor-icon: ⚓ xyxy=(300,1150,326,1182)
sidebar-item-title: বিষ ঢেলে খেত নষ্ট xyxy=(40,350,132,365)
flat-ad xyxy=(593,1229,962,1341)
lead-story xyxy=(241,151,740,515)
table-row xyxy=(987,934,1518,986)
bashundhara-group-icon: ✦ xyxy=(1053,1094,1073,1123)
list-item: 1. অতিরিক্ত যাত্রী হলে নৌযানে উঠবেন না; xyxy=(69,1561,577,1573)
table-cell-req: ন্যূনতম এস.এস.সি / সমমান পাশ। টিস্যু/পেপার উৎপাদনকারী প্রতিষ্ঠানে সংশ্লিষ্ট কাজে ন্যূনতম ৩ থেকে ৫ বছরের কাজের বাস্তব অভিজ্ঞতা থাকতে হবে। xyxy=(1125,692,1380,744)
flat-body: বারিধারায় ফ্ল্যাট ভাড়া (আবাসিক) বাড়ী নং-৬৩, ফ্ল্যাট নং-ই, ৪র্থ তলা, সড়ক নং-৪, ব্লক-সি, বারিধারা, সারগোধা। ৪-বেড, ৪-বাথ, ২-বারান্দা, ড্রইং, ডাইনিং, কিচেন, লিফট, আলাদা সার্ভেন্ট বেড ও বাথ, বড় কিচেন, ১-পার্কিং সহ সুন্দর ফ্ল্যাট ভাড়া হবে। xyxy=(598,1267,957,1303)
bashundhara-subtitle: (সরাসরি সাক্ষাৎকার) xyxy=(987,602,1333,634)
